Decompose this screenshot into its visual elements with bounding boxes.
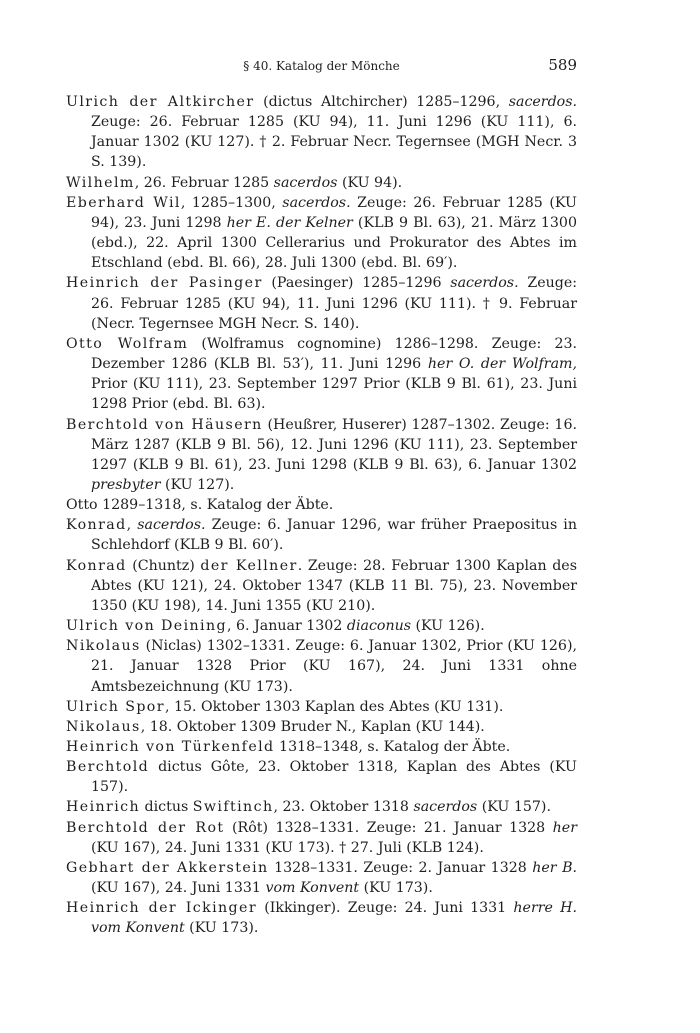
monk-name: Ulrich Spor [66,698,165,715]
entry-text: (KU 167), 24. Juni 1331 [91,880,266,897]
italic-text: sacerdos. [137,517,206,534]
entry-text: 1318–1348, s. Katalog der Äbte. [274,739,511,755]
italic-text: presbyter [91,476,161,493]
catalog-entry [66,334,577,415]
entry-text: te, 23. Oktober 1318, Kaplan des Abtes (KU 157). [91,759,577,796]
entry-text: (KU 157). [477,799,551,816]
entry-text: (dictus Altchircher) 1285–1296, [254,94,509,110]
entry-text: (Heußrer, Huserer) 1287–1302. Zeuge: 16. März 1287 (KLB 9 Bl. 56), 12. Juni 1296 (KU 111), 23. September 1297 (KLB 9 Bl. 61), 23. Juni 1298 (KLB 9 Bl. 63), 6. Januar 1302 [91,416,577,473]
entry-text: , 23. Oktober 1318 [273,799,414,816]
entry-text: , 26. Februar 1285 [134,174,274,191]
entry-text: (KU 167), 24. Juni 1331 (KU 173). † 27. Juli (KLB 124). [91,839,484,856]
entry-text: Otto 1289–1318, s. Katalog der Äbte. [66,497,334,514]
italic-text: vom Konvent [265,880,360,897]
entry-text: (Paesinger) 1285–1296 [262,275,451,292]
entry-text: (KU 94). [337,174,403,191]
monk-name: Nikolaus [66,718,141,735]
catalog-entry [66,173,577,193]
catalog-entry [66,737,577,757]
monk-catalog [66,92,577,939]
monk-name: Wilhelm [66,174,135,191]
entry-text: ô [248,819,257,836]
catalog-entry [66,797,577,817]
monk-name: Heinrich von Türkenfeld [66,739,275,755]
monk-name: Berchtold von Häusern [66,416,263,433]
italic-text: sacerdos [273,174,338,191]
catalog-entry [66,556,577,616]
entry-text: Heinrich [66,799,141,816]
catalog-entry [66,495,577,515]
entry-text: , [126,517,138,534]
monk-name: Ulrich der Altkircher [66,94,255,110]
catalog-entry [66,92,577,173]
italic-text: sacerdos. [282,194,351,211]
catalog-entry [66,858,577,898]
monk-name: Heinrich der Pasinger [66,275,263,292]
entry-text: , 1285–1300, [180,194,283,211]
entry-text: 1328–1331. Zeuge: 2. Januar 1328 [268,859,533,876]
monk-name: Ulrich von Deining [66,618,228,635]
catalog-entry [66,273,577,333]
entry-text: (KU 126). [411,618,485,635]
italic-text: her [552,819,577,836]
monk-name: Nikolaus [66,638,141,655]
catalog-entry [66,415,577,496]
entry-text: t) 1328–1331. Zeuge: 21. Januar 1328 [256,819,553,836]
entry-text: Zeuge: 26. Februar 1285 (KU 94), 11. Juni 1296 (KU 111), 6. Januar 1302 (KU 127). † 2. Februar Necr. Tegernsee (MGH Necr. 3 S. 139). [91,114,577,171]
catalog-entry [66,193,577,274]
entry-text: (R [224,819,249,836]
monk-name: Konrad [66,557,127,574]
italic-text: her E. der Kelner [226,214,353,231]
entry-text: (Ikkinger). Zeuge: 24. Juni 1331 [257,900,514,917]
entry-text: (Wolframus cognomine) 1286–1298. Zeuge: 23. Dezember 1286 (KLB Bl. 53′), 11. Juni 1296 [91,335,578,373]
entry-text: , 18. Oktober 1309 Bruder N., Kaplan (KU 144). [140,718,485,735]
catalog-entry [66,697,577,717]
monk-name: Konrad [66,517,127,534]
entry-text: (KU 127). [160,476,235,493]
monk-name: Eberhard Wil [66,194,181,211]
page-header [66,56,577,78]
catalog-entry [66,636,577,696]
italic-text: sacerdos. [508,94,577,110]
catalog-entry [66,515,577,555]
monk-name: Heinrich der Ickinger [66,900,258,917]
entry-text: ô [222,759,231,776]
catalog-entry [66,898,577,938]
entry-text: Zeuge: 6. Januar 1296, war früher Praepositus in Schlehdorf (KLB 9 Bl. 60′). [91,517,577,554]
entry-text: , 15. Oktober 1303 Kaplan des Abtes (KU 131). [164,698,504,715]
entry-text: (Chuntz) [126,557,201,574]
entry-text: dictus [140,799,193,816]
entry-text: (KU 173). [184,920,259,937]
entry-text: (KU 173). [359,880,433,897]
italic-text: her O. der Wolfram, [427,356,578,373]
entry-text: (Niclas) 1302–1331. Zeuge: 6. Januar 1302, Prior (KU 126), 21. Januar 1328 Prior (KU 167), 24. Juni 1331 ohne Amtsbezeichnung (KU 173). [91,638,577,695]
monk-name: Gebhart der Akkerstein [66,859,269,876]
entry-text: Swiftinch [192,799,274,816]
italic-text: sacerdos [413,799,478,816]
catalog-entry [66,757,577,797]
italic-text: herre H. vom Konvent [91,900,577,937]
entry-text: . Zeuge: 28. Februar 1300 Kaplan des Abtes (KU 121), 24. Oktober 1347 (KLB 11 Bl. 75), 23. November 1350 (KU 198), 14. Juni 1355 (KU 210). [91,557,577,614]
italic-text: her B. [532,859,577,876]
catalog-entry [66,616,577,636]
entry-text: , 6. Januar 1302 [227,618,347,635]
entry-text: dictus G [149,759,223,776]
italic-text: sacerdos. [450,275,519,292]
entry-text: (KLB 9 Bl. 63), 21. März 1300 (ebd.), 22. April 1300 Cellerarius und Prokurator des Abtes im Etschland (ebd. Bl. 66), 28. Juli 1300 (ebd. Bl. 69′). [91,214,577,272]
entry-text: Zeuge: 26. Februar 1285 (KU 94), 11. Juni 1296 (KU 111). † 9. Februar (Necr. Tegernsee MGH Necr. S. 140). [91,275,577,332]
monk-name: Otto Wolfram [66,335,189,352]
italic-text: diaconus [346,618,411,635]
monk-name: Berchtold der Rot [66,819,225,836]
monk-name: Berchtold [66,759,150,776]
page-number: 589 [548,56,577,74]
entry-text: der Kellner [200,557,298,574]
entry-text: Prior (KU 111), 23. September 1297 Prior (KLB 9 Bl. 61), 23. Juni 1298 Prior (ebd. Bl. 63). [91,376,577,413]
catalog-entry [66,717,577,737]
catalog-entry [66,818,577,858]
running-title: § 40. Katalog der Mönche [243,59,400,73]
entry-text: Zeuge: 26. Februar 1285 (KU 94), 23. Juni 1298 [91,194,577,231]
